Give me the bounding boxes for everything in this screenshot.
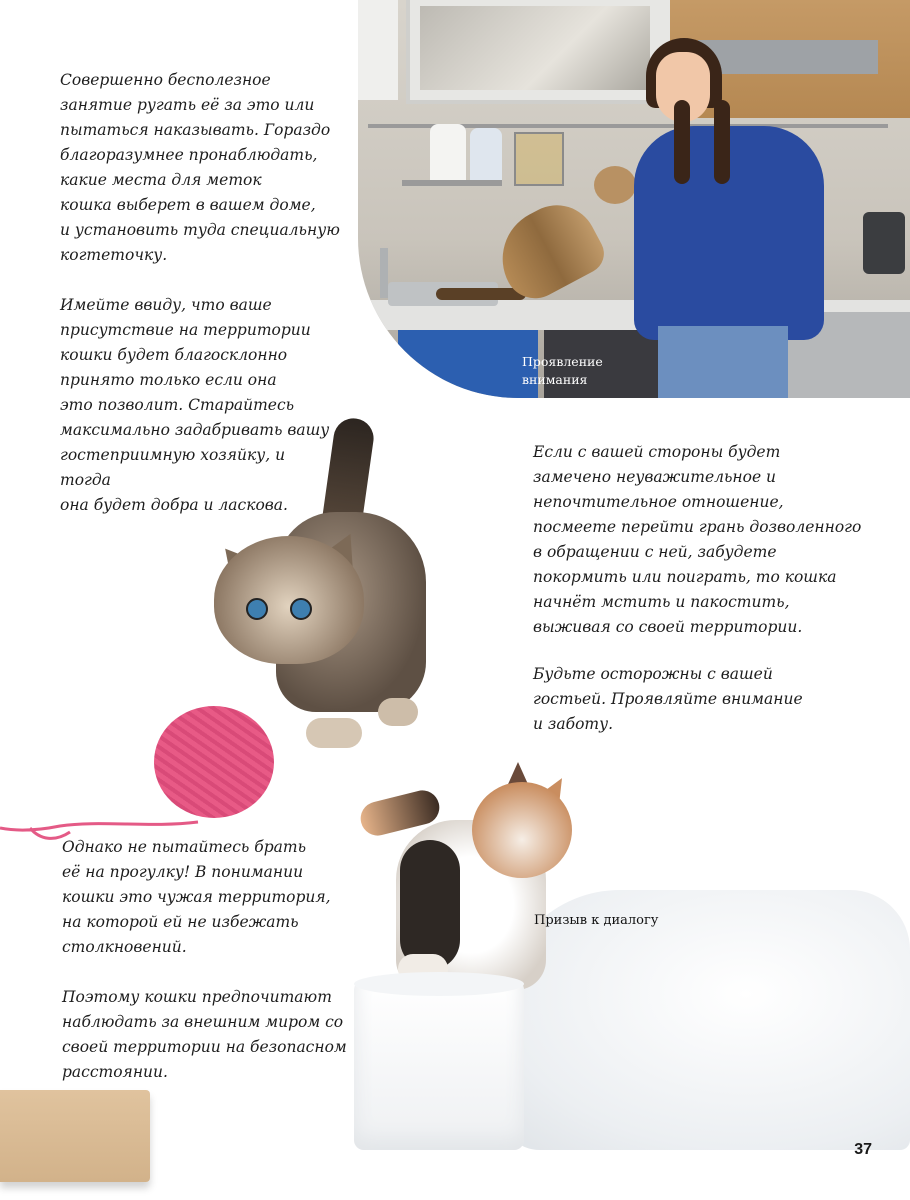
faucet [380,248,388,298]
paragraph-1: Совершенно бесполезное занятие ругать её за это или пытаться наказывать. Гораздо благоразумнее пронаблюдать, какие места для меток кошка выберет в вашем доме, и установить туда специальную когтеточку. [60,71,340,264]
braid-left [674,100,690,184]
yarn-string [0,818,200,848]
calico-head [472,782,572,878]
range-hood [698,40,878,74]
kitten-head [214,536,364,664]
paragraph-4: Будьте осторожны с вашей гостьей. Проявляйте внимание и заботу. [533,665,803,733]
paragraph-5: Однако не пытайтесь брать её на прогулку! В понимании кошки это чужая территория, на которой ей не избежать столкновений. [62,838,331,956]
spice-rack [514,132,564,186]
tabby-kitten-photo [210,418,440,758]
paragraph-2: Имейте ввиду, что ваше присутствие на территории кошки будет благосклонно принято только если она это позволит. Старайтесь максимально задабривать вашу гостеприимную хозяйку, и тогда она будет добра и ласкова. [60,296,330,514]
shelf [402,180,502,186]
kitchen-photo [358,0,910,398]
kitten-paw-front [306,718,362,748]
woman-jeans [658,326,788,398]
calico-kitten-photo [360,760,590,990]
spray-bottle [470,128,502,182]
blue-drawer [398,330,538,398]
cabinet-left [358,0,398,100]
kitten-eye-left [246,598,268,620]
page-number: 37 [854,1141,872,1158]
cat-tail [436,288,526,300]
cat-head [594,166,636,204]
scratching-board [0,1090,150,1182]
paragraph-6: Поэтому кошки предпочитают наблюдать за внешним миром со своей территории на безопасном расстоянии. [62,988,347,1081]
detergent-bottle [430,124,466,182]
calico-black-patch [400,840,460,970]
kitten-eye-right [290,598,312,620]
toilet-paper-roll [354,980,524,1150]
braid-right [714,100,730,184]
paragraph-3: Если с вашей стороны будет замечено неуважительное и непочтительное отношение, посмеете перейти грань дозволенного в обращении с ней, забудете покормить или поиграть, то кошка начнёт мстить и пакостить, выживая со своей территории. [533,443,862,636]
kitten-photo-caption: Призыв к диалогу [534,913,659,928]
kitten-paw-back [378,698,418,726]
cabinet-glass [420,6,650,90]
toilet-paper-roll-top [354,972,524,996]
kettle [863,212,905,274]
yarn-ball [154,706,274,818]
kitchen-photo-caption: Проявление внимания [522,354,603,387]
